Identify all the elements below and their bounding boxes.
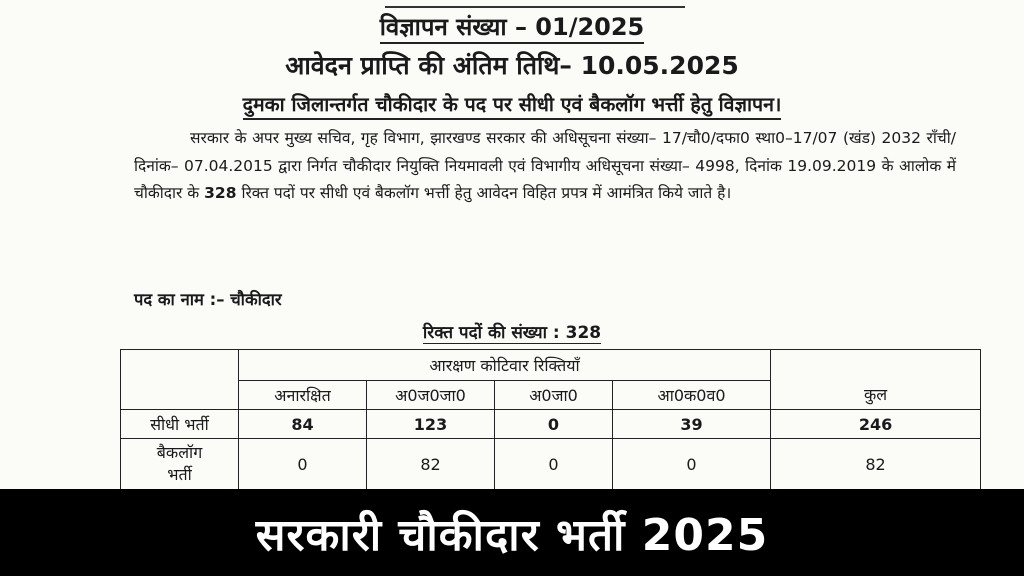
banner-title: सरकारी चौकीदार भर्ती 2025 [255,509,769,561]
paragraph-text-1: सरकार के अपर मुख्य सचिव, गृह विभाग, झारखण्ड सरकार की अधिसूचना संख्या– 17/चौ0/दफा0 स्था0–17/07 (खंड) 2032 राँची/दिनांक– 07.04.2015 द्वारा निर्गत चौकीदार नियुक्ति नियमावली एवं विभागीय अधिसूचना संख्या– 4998, दिनांक 19.09.2019 के आलोक में चौकीदार के [134,129,956,202]
row-label: सीधी भर्ती [121,410,239,439]
title-banner [0,489,1024,576]
table-cell: 0 [239,439,367,490]
row-label-line: बैकलॉग [156,443,203,462]
table-cell: 0 [613,439,771,490]
column-header: आ0क0व0 [613,381,771,410]
vacancy-table [120,349,981,489]
table-cell: 84 [239,410,367,439]
column-header: अनारक्षित [239,381,367,410]
notice-number: विज्ञापन संख्या – 01/2025 [0,10,1024,43]
post-name: पद का नाम :– चौकीदार [134,290,282,309]
table-row [121,439,981,490]
paragraph-text-2: रिक्त पदों पर सीधी एवं बैकलॉग भर्त्ती हेतु आवेदन विहित प्रपत्र में आमंत्रित किये जाते है। [241,184,732,202]
table-cell: 82 [367,439,495,490]
cropped-header-line [385,0,685,8]
reservation-group-header: आरक्षण कोटिवार रिक्तियाँ [239,350,771,381]
row-total: 82 [771,439,981,490]
vacancy-count: रिक्त पदों की संख्या : 328 [422,323,602,343]
table-corner-cell [121,350,239,410]
table-cell: 0 [495,439,613,490]
table-cell: 0 [495,410,613,439]
table-row [121,410,981,439]
last-date: आवेदन प्राप्ति की अंतिम तिथि– 10.05.2025 [285,51,739,80]
row-label [121,439,239,490]
column-header: अ0जा0 [495,381,613,410]
notice-subject: दुमका जिलान्तर्गत चौकीदार के पद पर सीधी एवं बैकलॉग भर्त्ती हेतु विज्ञापन। [0,90,1024,117]
row-label-line: भर्ती [167,465,192,484]
row-total: 246 [771,410,981,439]
paragraph-highlight: 328 [204,184,237,202]
table-cell: 39 [613,410,771,439]
column-header: अ0ज0जा0 [367,381,495,410]
table-cell: 123 [367,410,495,439]
notice-paragraph [134,125,956,208]
total-header: कुल [771,350,981,410]
